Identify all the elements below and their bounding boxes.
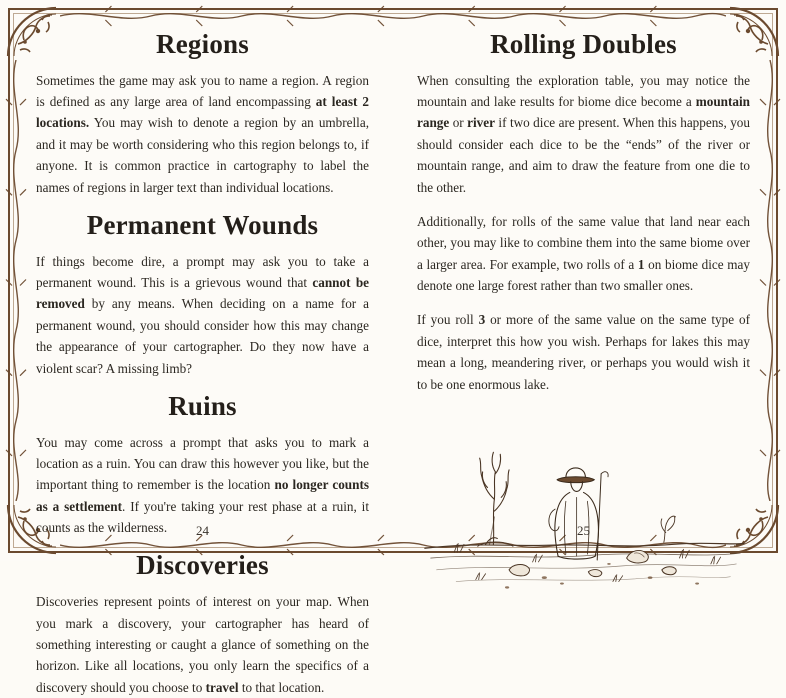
border-vine-left [5,60,27,501]
section-body-permanent-wounds: If things become dire, a prompt may ask you to take a permanent wound. This is a grievous wound that cannot be removed by any means. When deciding on a name for a permanent wound, you should consider how this may change the appearance of your cartographer. Do they now have a violent scar? A missing limb? [36,253,370,376]
border-vine-right [759,60,781,501]
page-number-right: 25 [577,523,590,538]
section-heading-discoveries: Discoveries [136,550,269,581]
section-body-rolling-doubles-p3: If you roll 3 or more of the same value on the same type of dice, interpret this how you wish. Perhaps for lakes this may mean a long, meandering river, or perhaps you would wish it to be one enormous lake. [417,312,750,392]
section-body-rolling-doubles-p1: When consulting the exploration table, you may notice the mountain and lake results for biome dice become a mountain range or river if two dice are present. When this happens, you should consider each dice to be the “ends” of the river or mountain range, and aim to draw the feature from one die to the other. [417,72,750,195]
page-number-left: 24 [196,523,209,538]
section-heading-regions: Regions [156,29,249,59]
section-heading-ruins: Ruins [168,390,237,421]
section-body-regions: Sometimes the game may ask you to name a region. A region is defined as any large area of land encompassing at least 2 locations. You may wish to denote a region by an umbrella, and it may be worth considering who this region belongs to, if anyone. It is common practice in cartography to label the names of regions in larger text than individual locations. [36,72,369,195]
border-vine-top [60,5,726,27]
cartographer-standing-in-desert-landscape-illustration [417,413,750,613]
section-body-discoveries: Discoveries represent points of interest on your map. When you mark a discovery, your cartographer has heard of something interesting or caught a glance of something on the horizon. Like all locations, you only learn the specifics of a discovery should you choose to travel to that location. [36,594,369,695]
section-body-ruins: You may come across a prompt that asks you to mark a location as a ruin. You can draw this however you like, but the important thing to remember is the location no longer counts as a settlement. If you're taking your rest phase at a ruin, it counts as the wilderness. [36,434,369,536]
section-body-rolling-doubles-p2: Additionally, for rolls of the same value that land near each other, you may like to combine them into the same biome over a larger area. For example, two rolls of a 1 on biome dice may denote one large forest rather than two smaller ones. [417,213,750,294]
page-left [30,28,393,695]
section-heading-permanent-wounds: Permanent Wounds [86,209,319,240]
section-heading-rolling-doubles: Rolling Doubles [490,29,677,59]
page-right [393,28,756,538]
spread-columns [30,28,756,695]
